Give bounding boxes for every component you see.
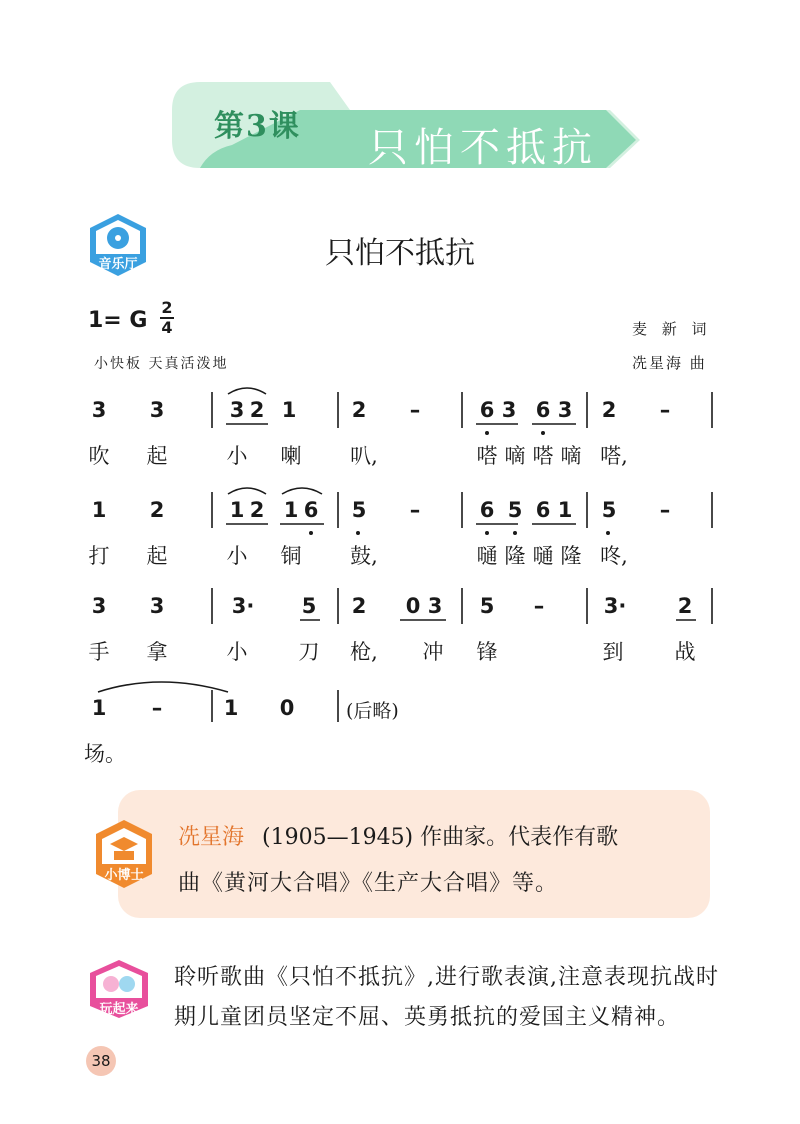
lyric: 鼓, [350,544,378,568]
lyric: 咚, [600,544,628,568]
note: 1 [283,498,299,522]
info-box [118,790,710,918]
note: 1 [91,498,107,522]
note: 2 [249,398,265,422]
lyric: 叭, [350,444,378,468]
lyric: 吹 [88,444,110,468]
note: 2 [601,398,617,422]
lyric: 锋 [476,640,498,664]
note: 2 [677,594,693,618]
info-line-1: (1905—1945) 作曲家。代表作有歌 [262,825,619,850]
note-dash: – [151,696,163,720]
play-label: 玩起来 [99,1002,139,1017]
lyric: 小 [226,444,248,468]
note: 1 [281,398,297,422]
note: 3 [149,594,165,618]
kid-face-icon [119,976,135,992]
time-signature-bottom: 4 [161,318,173,337]
note: 6 [479,398,495,422]
lyric: 刀 [298,640,320,664]
note: 2 [249,498,265,522]
lyric: 嗒, [600,444,628,468]
note: 1 [91,696,107,720]
lyric: 冲 [422,640,444,664]
note: 5 [601,498,617,522]
note: 2 [351,398,367,422]
lesson-number: 第3课 [214,109,301,144]
note: 5 [507,498,523,522]
note-dash: – [659,498,671,522]
note: 2 [149,498,165,522]
note: 3· [603,594,627,618]
composer-name: 冼星海 [178,825,245,850]
doctor-label: 小博士 [104,868,144,883]
song-title: 只怕不抵抗 [325,236,475,271]
note: 6 [535,498,551,522]
note: 5 [301,594,317,618]
lyric: 嘀 [560,444,582,468]
kid-face-icon [103,976,119,992]
lyric: 嘀 [504,444,526,468]
note: 3· [231,594,255,618]
note: 3 [91,398,107,422]
lyric: 嗵 [532,544,554,568]
lyric: 拿 [146,640,168,664]
note: 0 [279,696,295,720]
lyric: 小 [226,544,248,568]
note: 3 [149,398,165,422]
note: 3 [427,594,443,618]
play-badge [86,958,152,1020]
note: 1 [223,696,239,720]
lyric: 场。 [84,742,126,766]
lyric: 起 [146,544,168,568]
note: 1 [229,498,245,522]
note: 2 [351,594,367,618]
lyric: 到 [602,640,624,664]
lyric: 战 [674,640,696,664]
note-dash: – [409,498,421,522]
note: 6 [479,498,495,522]
page-number: 38 [86,1046,116,1076]
note: 5 [351,498,367,522]
lyric: 隆 [504,544,526,568]
note: 3 [557,398,573,422]
doctor-badge [92,818,156,890]
note: 6 [535,398,551,422]
note: 5 [479,594,495,618]
info-line-2: 曲《黄河大合唱》《生产大合唱》等。 [178,871,559,896]
activity-text: 聆听歌曲《只怕不抵抗》,进行歌表演,注意表现抗战时期儿童团员坚定不屈、英勇抵抗的爱国主义精神。 [174,965,719,1030]
note: 1 [557,498,573,522]
lyric: 铜 [280,544,302,568]
lyricist-credit: 麦 新 词 [632,320,712,338]
lyric: 嗵 [476,544,498,568]
lyric: 隆 [560,544,582,568]
note: 3 [91,594,107,618]
tempo-marking: 小快板 天真活泼地 [94,356,229,372]
note-dash: – [659,398,671,422]
composer-credit: 冼星海 曲 [632,354,707,372]
note: 0 [405,594,421,618]
omitted-note: (后略) [346,700,399,722]
note: 3 [501,398,517,422]
lyric: 嗒 [476,444,498,468]
music-hall-label: 音乐厅 [98,257,138,272]
lesson-title: 只怕不抵抗 [368,125,598,171]
lyric: 枪, [350,640,378,664]
note-dash: – [409,398,421,422]
key-signature: 1= G [88,308,148,333]
time-signature-top: 2 [161,298,173,317]
lyric: 喇 [280,444,302,468]
lyric: 起 [146,444,168,468]
lyric: 小 [226,640,248,664]
lyric: 手 [88,640,110,664]
note: 3 [229,398,245,422]
note: 6 [303,498,319,522]
note-dash: – [533,594,545,618]
lyric: 嗒 [532,444,554,468]
lyric: 打 [88,544,110,568]
